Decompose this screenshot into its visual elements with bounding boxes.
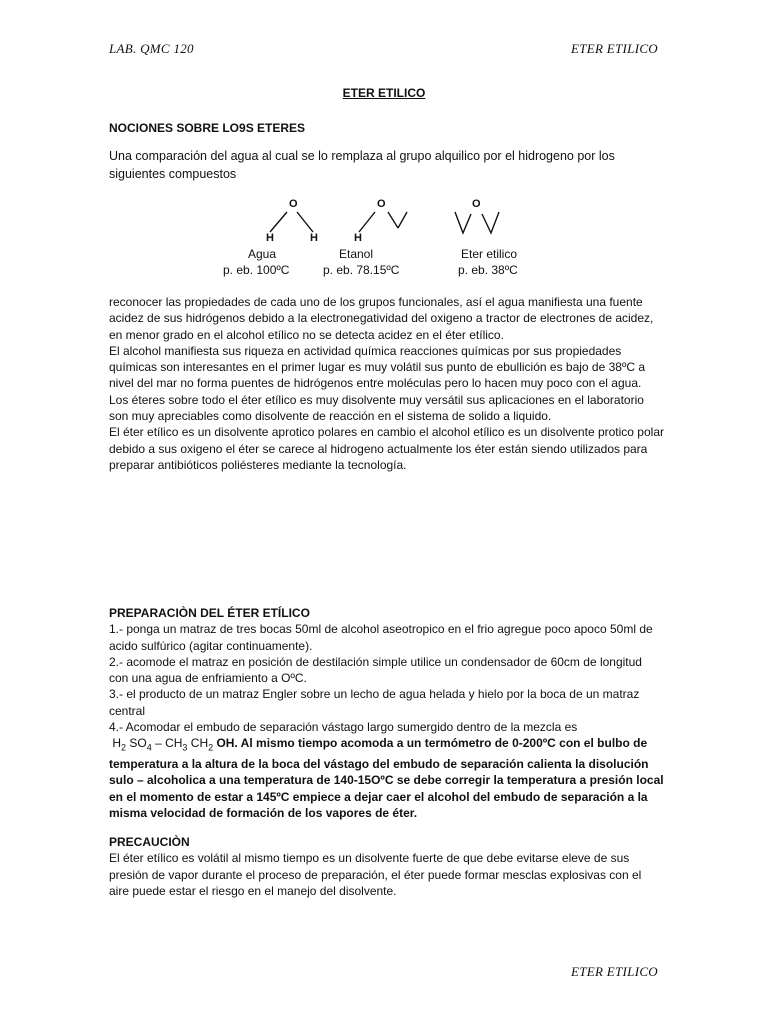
formula-so-sub: 4	[146, 742, 152, 753]
page-title: ETER ETILICO	[342, 86, 426, 100]
atom-o-eter: O	[472, 198, 481, 210]
bond-eter-left	[455, 212, 471, 233]
atom-o-agua: O	[289, 198, 298, 210]
formula-ch3: – CH	[151, 736, 183, 751]
paragraph-4: El éter etílico es un disolvente aprotico polares en cambio el alcohol etílico es un disolvente protico polar debido a sus oxigeno el éter se carece al hidrogeno actualmente los éter están siendo utilizados para preparar antibióticos poliésteres mediante la tecnología.	[109, 425, 664, 472]
step-4-intro: 4.- Acomodar el embudo de separación vástago largo sumergido dentro de la mezcla es	[109, 720, 578, 735]
label-agua: Agua	[248, 247, 277, 261]
paragraph-2: El alcohol manifiesta sus riqueza en actividad química reacciones químicas por sus propiedades químicas son interesantes en el primer lugar es muy volátil sus punto de ebullición es bajo de 38ºC a nivel del mar no forma puentes de hidrógenos entre moléculas pero lo hacen muy poco con el agua.	[109, 343, 646, 391]
preparacion-section	[109, 605, 664, 821]
step-4-rest: Al mismo tiempo acomoda a un termómetro de 0-200ºC con el bulbo de temperatura a la altura de la boca del vástago del embudo de separación calienta la disolución sulo – alcoholica a una temperatura de 140-15OºC se debe corregir la temperatura a presión local en el momento de estar a 145ºC empiece a dejar caer el alcohol del embudo de separación a la misma velocidad de formación de los vapores de éter.	[109, 736, 664, 820]
bp-eter: p. eb. 38ºC	[458, 263, 518, 277]
step-3: 3.- el producto de un matraz Engler sobre un lecho de agua helada y hielo por la boca de un matraz central	[109, 687, 640, 718]
formula-so: SO	[129, 736, 147, 751]
precaucion-text: El éter etílico es volátil al mismo tiempo es un disolvente fuerte de que debe evitarse eleve de sus presión de vapor durante el proceso de preparación, el éter puede formar mesclas explosivas con el aire puede estar el riesgo en el manejo del disolvente.	[109, 851, 642, 898]
paragraph-3: Los éteres sobre todo el éter etílico es muy disolvente muy versátil sus aplicaciones en el laboratorio son muy apreciables como disolvente de reacción en el sistema de solido a liquido.	[109, 392, 644, 424]
step-2: 2.- acomode el matraz en posición de destilación simple utilice un condensador de 60cm de longitud con una agua de enfriamiento a OºC.	[109, 654, 642, 686]
header-right: ETER ETILICO	[570, 41, 658, 56]
preparacion-heading: PREPARACIÒN DEL ÉTER ETÍLICO	[109, 606, 310, 620]
formula-ch3-sub: 3	[182, 742, 188, 753]
formula-ch2-sub: 2	[208, 742, 214, 753]
bond-etanol-c2	[398, 212, 407, 228]
bond-agua-left	[270, 212, 287, 232]
paragraph-1: reconocer las propiedades de cada uno de los grupos funcionales, así el agua manifiesta una fuente acidez de sus hidrógenos debido a la electronegatividad del oxigeno a tractor de electrones de acidez, en menor grado en el alcohol etílico no se detecta acidez en el éter etílico.	[109, 295, 654, 342]
precaucion-heading: PRECAUCIÒN	[109, 835, 190, 849]
precaucion-section	[109, 834, 664, 899]
label-etanol: Etanol	[339, 247, 374, 261]
atom-o-etanol: O	[377, 198, 386, 210]
step-1: 1.- ponga un matraz de tres bocas 50ml de alcohol aseotropico en el frio agregue poco apoco 50ml de acido sulfúrico (agitar continuamente).	[109, 622, 653, 653]
atom-h-agua-2: H	[310, 232, 318, 244]
section-heading-nociones: NOCIONES SOBRE LO9S ETERES	[109, 121, 306, 135]
intro-paragraph: Una comparación del agua al cual se lo remplaza al grupo alquilico por el hidrogeno por los siguientes compuestos	[109, 149, 615, 181]
formula-h: H	[112, 736, 122, 751]
bp-agua: p. eb. 100ºC	[223, 263, 290, 277]
atom-h-agua-1: H	[266, 232, 274, 244]
formula-oh: OH.	[213, 736, 238, 751]
footer-right: ETER ETILICO	[570, 964, 658, 979]
bond-etanol-oh	[359, 212, 375, 232]
bp-etanol: p. eb. 78.15ºC	[323, 263, 400, 277]
bond-agua-right	[297, 212, 313, 232]
label-eter: Eter etilico	[461, 247, 518, 261]
formula-ch2: CH	[187, 736, 209, 751]
bond-lines	[0, 0, 768, 290]
molecule-diagram	[0, 0, 768, 290]
bond-etanol-c1	[388, 212, 398, 228]
formula-h-sub: 2	[121, 742, 127, 753]
header-left: LAB. QMC 120	[109, 41, 194, 56]
atom-h-etanol: H	[354, 232, 362, 244]
step-4-body	[109, 735, 664, 821]
body-text	[109, 294, 664, 473]
bond-eter-right	[482, 212, 499, 233]
